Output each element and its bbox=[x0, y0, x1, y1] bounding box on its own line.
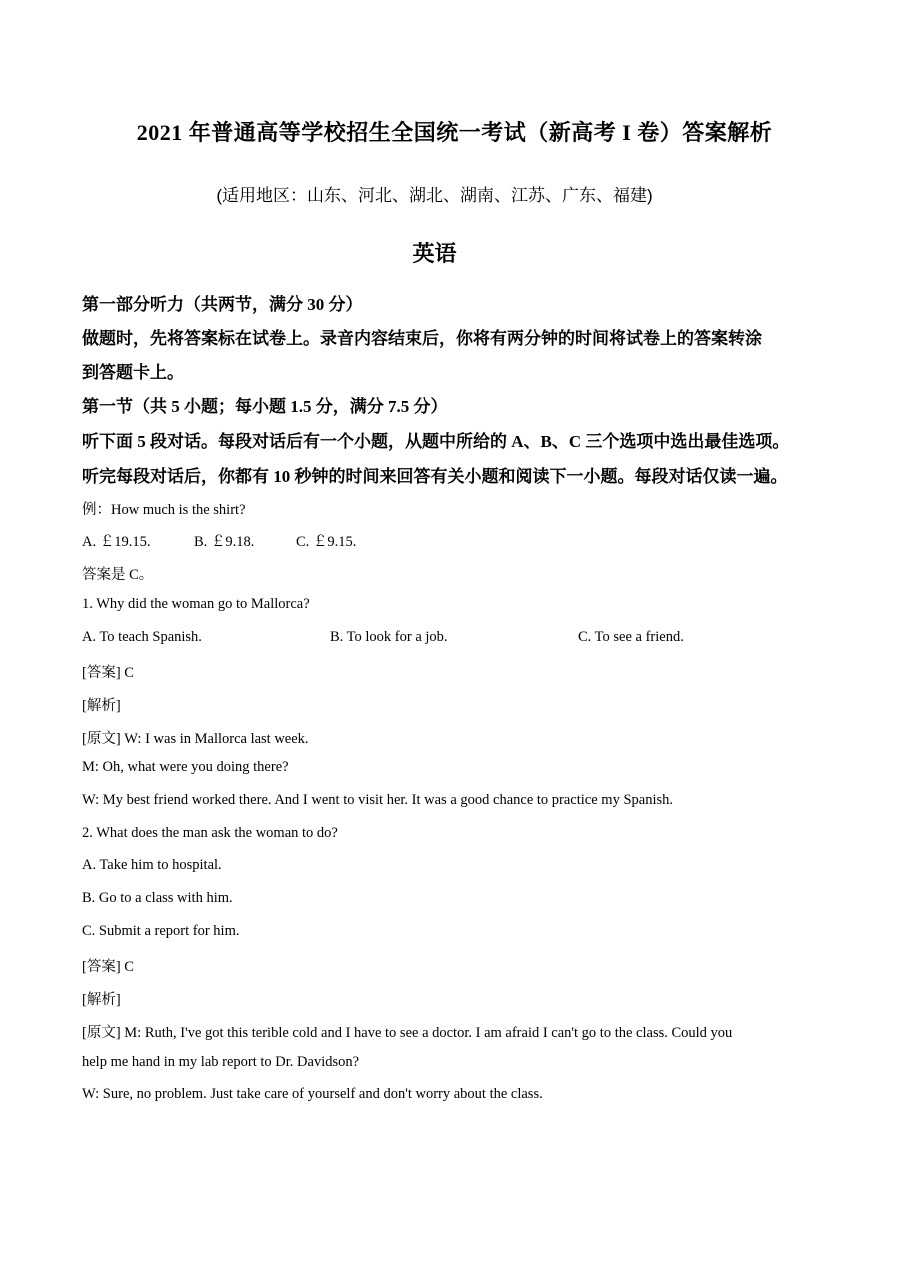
q1-transcript-line2: M: Oh, what were you doing there? bbox=[82, 759, 289, 775]
subject-heading: 英语 bbox=[412, 241, 457, 266]
page-title: 2021 年普通高等学校招生全国统一考试（新高考 I 卷）答案解析 bbox=[136, 120, 773, 145]
example-option-b: B. ￡9.18. bbox=[194, 534, 255, 550]
q1-option-b: B. To look for a job. bbox=[330, 629, 448, 645]
q1-analysis-label: [解析] bbox=[82, 698, 121, 714]
q2-transcript-line3: W: Sure, no problem. Just take care of yourself and don't worry about the class. bbox=[82, 1086, 543, 1102]
q1-question: 1. Why did the woman go to Mallorca? bbox=[82, 596, 310, 612]
part1-instructions-line1: 做题时，先将答案标在试卷上。录音内容结束后，你将有两分钟的时间将试卷上的答案转涂 bbox=[82, 329, 762, 348]
q1-option-a: A. To teach Spanish. bbox=[82, 629, 202, 645]
q1-options bbox=[82, 629, 782, 649]
example-question: 例：How much is the shirt? bbox=[82, 502, 246, 518]
q2-option-b: B. Go to a class with him. bbox=[82, 890, 233, 906]
q2-option-a: A. Take him to hospital. bbox=[82, 857, 222, 873]
q2-option-c: C. Submit a report for him. bbox=[82, 923, 240, 939]
section1-instructions-line2: 听完每段对话后，你都有 10 秒钟的时间来回答有关小题和阅读下一小题。每段对话仅读一遍。 bbox=[82, 467, 788, 486]
example-option-c: C. ￡9.15. bbox=[296, 534, 357, 550]
example-option-a: A. ￡19.15. bbox=[82, 534, 151, 550]
q1-option-c: C. To see a friend. bbox=[578, 629, 684, 645]
q2-question: 2. What does the man ask the woman to do? bbox=[82, 825, 338, 841]
q1-transcript-line3: W: My best friend worked there. And I went to visit her. It was a good chance to practice my Spanish. bbox=[82, 792, 673, 808]
section1-heading: 第一节（共 5 小题；每小题 1.5 分，满分 7.5 分） bbox=[82, 397, 448, 416]
example-answer: 答案是 C。 bbox=[82, 567, 154, 583]
q1-answer: [答案] C bbox=[82, 665, 134, 681]
part1-instructions-line2: 到答题卡上。 bbox=[82, 363, 184, 382]
q1-transcript-line1: [原文] W: I was in Mallorca last week. bbox=[82, 731, 309, 747]
section1-instructions-line1: 听下面 5 段对话。每段对话后有一个小题，从题中所给的 A、B、C 三个选项中选出最佳选项。 bbox=[82, 432, 790, 451]
part1-heading: 第一部分听力（共两节，满分 30 分） bbox=[82, 295, 363, 314]
example-options bbox=[82, 530, 482, 550]
applicable-regions: (适用地区：山东、河北、湖北、湖南、江苏、广东、福建) bbox=[216, 186, 653, 205]
q2-transcript-line1: [原文] M: Ruth, I've got this terible cold and I have to see a doctor. I am afraid I can't go to the class. Could you bbox=[82, 1025, 733, 1041]
q2-answer: [答案] C bbox=[82, 959, 134, 975]
q2-analysis-label: [解析] bbox=[82, 992, 121, 1008]
q2-transcript-line2: help me hand in my lab report to Dr. Davidson? bbox=[82, 1054, 360, 1070]
